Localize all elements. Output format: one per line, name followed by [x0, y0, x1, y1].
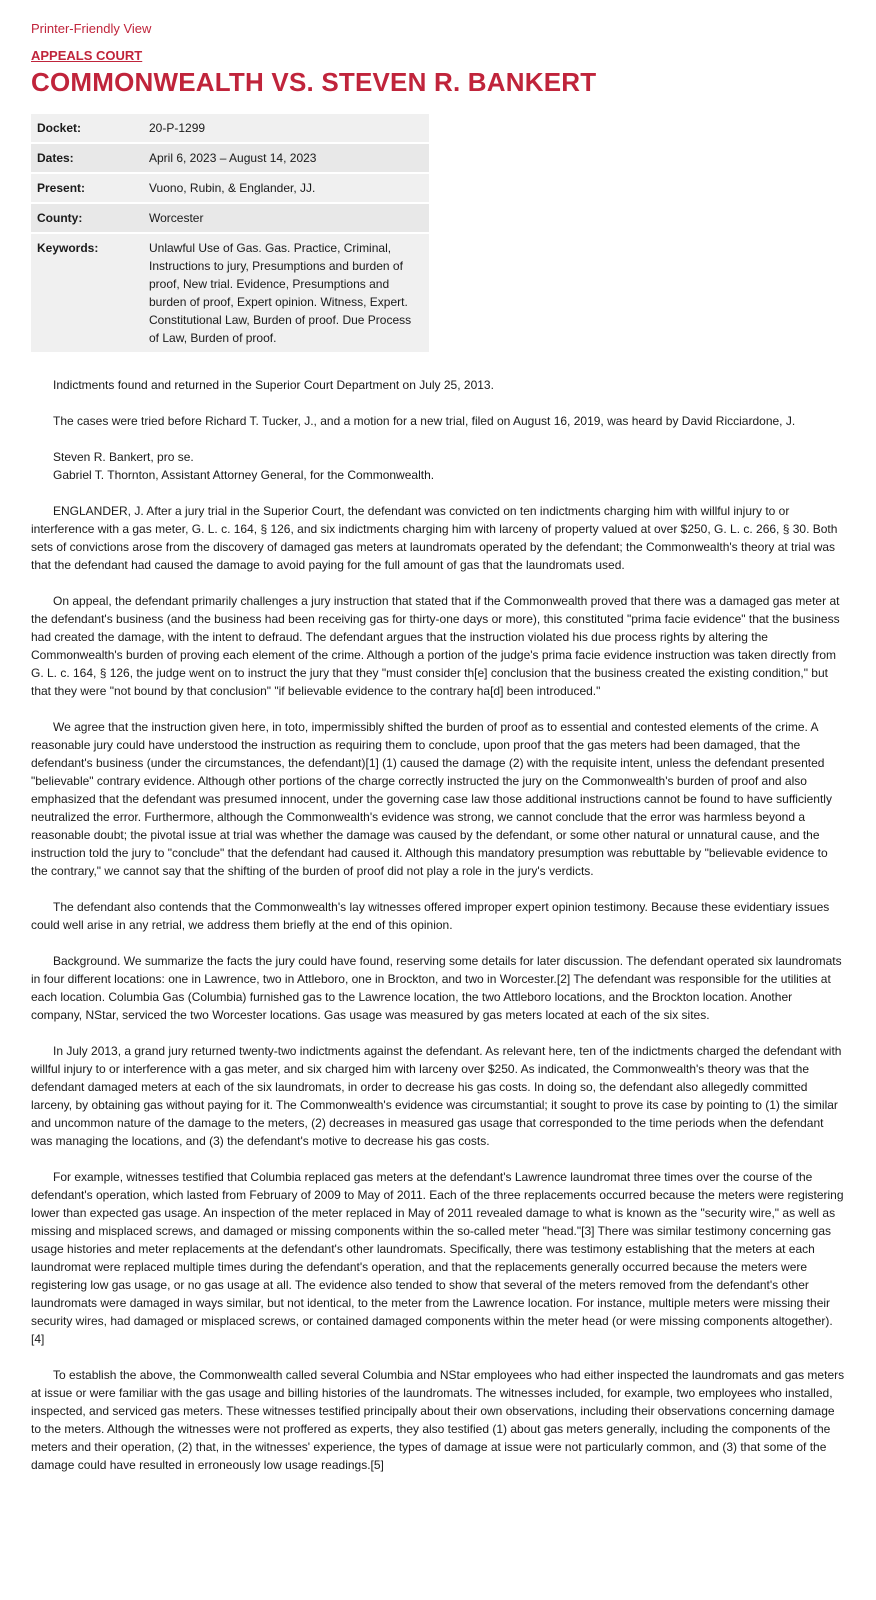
counsel-commonwealth: Gabriel T. Thornton, Assistant Attorney General, for the Commonwealth.	[53, 468, 435, 482]
docket-label: Docket:	[37, 121, 82, 135]
county-label: County:	[37, 211, 83, 225]
printer-friendly-link[interactable]: Printer-Friendly View	[31, 21, 152, 36]
keywords-value: Unlawful Use of Gas. Gas. Practice, Criminal, Instructions to jury, Presumptions and burden of proof, New trial. Evidence, Presumptions and burden of proof, Expert opinion. Witness, Expert. Constitutional Law, Burden of proof. Due Process of Law, Burden of proof.	[149, 241, 412, 345]
present-label: Present:	[37, 181, 86, 195]
opinion-paragraph: We agree that the instruction given here, in toto, impermissibly shifted the burden of proof as to essential and contested elements of the crime. A reasonable jury could have understood the instruction as requiring them to conclude, upon proof that the gas meters had been damaged, that the defendant's business (under the circumstances, the defendant)[1] (1) caused the damage (2) with the requisite intent, unless the defendant presented "believable" contrary evidence. Although other portions of the charge correctly instructed the jury on the Commonwealth's burden of proof and also emphasized that the defendant was presumed innocent, under the governing case law those additional instructions cannot be found to have sufficiently neutralized the error. Furthermore, although the Commonwealth's evidence was strong, we cannot conclude that the error was harmless beyond a reasonable doubt; the pivotal issue at trial was whether the damage was caused by the defendant, or some other natural or unnatural cause, and the instruction told the jury to "conclude" that the defendant had caused it. Although this mandatory presumption was rebuttable by "believable evidence to the contrary," we cannot say that the shifting of the burden of proof did not play a role in the jury's verdicts.	[31, 720, 832, 878]
county-value: Worcester	[149, 211, 204, 225]
meta-row-dates	[31, 143, 429, 173]
opinion-paragraph: The defendant also contends that the Commonwealth's lay witnesses offered improper expert opinion testimony. Because these evidentiary issues could well arise in any retrial, we address them briefly at the end of this opinion.	[31, 900, 830, 932]
opinion-paragraph: Background. We summarize the facts the jury could have found, reserving some details for later discussion. The defendant operated six laundromats in four different locations: one in Lawrence, two in Attleboro, one in Brockton, and two in Worcester.[2] The defendant was responsible for the utilities at each location. Columbia Gas (Columbia) furnished gas to the Lawrence location, the two Attleboro locations, and the Brockton location. Another company, NStar, serviced the two Worcester locations. Gas usage was measured by gas meters located at each of the six sites.	[31, 954, 842, 1022]
keywords-label: Keywords:	[37, 241, 99, 255]
meta-row-docket	[31, 114, 429, 143]
court-link[interactable]: APPEALS COURT	[31, 48, 143, 63]
procedural-history-indictments: Indictments found and returned in the Superior Court Department on July 25, 2013.	[53, 378, 494, 392]
case-metadata-table	[31, 114, 429, 354]
meta-row-present	[31, 173, 429, 203]
docket-value: 20-P-1299	[149, 121, 206, 135]
dates-label: Dates:	[37, 151, 74, 165]
meta-row-keywords	[31, 233, 429, 353]
counsel-defendant: Steven R. Bankert, pro se.	[53, 450, 194, 464]
opinion-paragraph: ENGLANDER, J. After a jury trial in the Superior Court, the defendant was convicted on ten indictments charging him with willful injury to or interference with a gas meter, G. L. c. 164, § 126, and six indictments charging him with larceny of property valued at over $250, G. L. c. 266, § 30. Both sets of convictions arose from the discovery of damaged gas meters at laundromats operated by the defendant; the Commonwealth's theory at trial was that the defendant had caused the damage to avoid paying for the full amount of gas that the laundromats used.	[31, 504, 838, 572]
counsel-block	[53, 448, 846, 484]
opinion-paragraph: To establish the above, the Commonwealth called several Columbia and NStar employees who had either inspected the laundromats and gas meters at issue or were familiar with the gas usage and billing histories of the laundromats. The witnesses included, for example, two employees who installed, inspected, and serviced gas meters. These witnesses testified principally about their own observations, including their observations concerning damage to the meters. Although the witnesses were not proffered as experts, they also testified (1) about gas meters generally, including the components of the meters and their operation, (2) that, in the witnesses' experience, the types of damage at issue were not particularly common, and (3) that some of the damage could have resulted in erroneously low usage readings.[5]	[31, 1368, 845, 1472]
case-title: COMMONWEALTH VS. STEVEN R. BANKERT	[31, 67, 597, 97]
procedural-history-trial: The cases were tried before Richard T. Tucker, J., and a motion for a new trial, filed on August 16, 2019, was heard by David Ricciardone, J.	[53, 414, 796, 428]
present-value: Vuono, Rubin, & Englander, JJ.	[149, 181, 316, 195]
dates-value: April 6, 2023 – August 14, 2023	[149, 151, 317, 165]
meta-row-county	[31, 203, 429, 233]
opinion-paragraph: In July 2013, a grand jury returned twenty-two indictments against the defendant. As relevant here, ten of the indictments charged the defendant with willful injury to or interference with a gas meter, and six charged him with larceny over $250. As indicated, the Commonwealth's theory was that the defendant damaged meters at each of the six laundromats, in order to decrease his gas costs. In doing so, the defendant also allegedly committed larceny, by obtaining gas without paying for it. The Commonwealth's evidence was circumstantial; it sought to prove its case by pointing to (1) the similar and uncommon nature of the damage to the meters, (2) decreases in measured gas usage that corresponded to the time periods when the defendant was managing the locations, and (3) the defendant's motive to decrease his gas costs.	[31, 1044, 842, 1148]
opinion-paragraph: On appeal, the defendant primarily challenges a jury instruction that stated that if the Commonwealth proved that there was a damaged gas meter at the defendant's business (and the business had been receiving gas for thirty-one days or more), this constituted "prima facie evidence" that the business had created the damage, with the intent to defraud. The defendant argues that the instruction violated his due process rights by altering the Commonwealth's burden of proving each element of the crime. Although a portion of the judge's prima facie evidence instruction was taken directly from G. L. c. 164, § 126, the judge went on to instruct the jury that they "must consider th[e] conclusion that the business created the existing condition," but that they were "not bound by that conclusion" "if believable evidence to the contrary ha[d] been introduced."	[31, 594, 840, 698]
opinion-paragraph: For example, witnesses testified that Columbia replaced gas meters at the defendant's Lawrence laundromat three times over the course of the defendant's operation, which lasted from February of 2009 to May of 2011. Each of the three replacements occurred because the meters were registering lower than expected gas usage. An inspection of the meter replaced in May of 2011 revealed damage to what is known as the "security wire," as well as missing and misplaced screws, and damaged or missing components within the so-called meter "head."[3] There was similar testimony concerning gas usage histories and meter replacements at the defendant's other laundromats. Specifically, there was testimony establishing that the meters at each laundromat were replaced multiple times during the defendant's operation, and that the replacements generally occurred because the meters were registering low gas usage, or no gas usage at all. The evidence also tended to show that several of the meters removed from the defendant's other laundromats were damaged in ways similar, but not identical, to the meter from the Lawrence location. For instance, multiple meters were missing their security wires, had damaged or misplaced screws, or contained damaged components within the meter head (or were missing components altogether).[4]	[31, 1170, 844, 1346]
